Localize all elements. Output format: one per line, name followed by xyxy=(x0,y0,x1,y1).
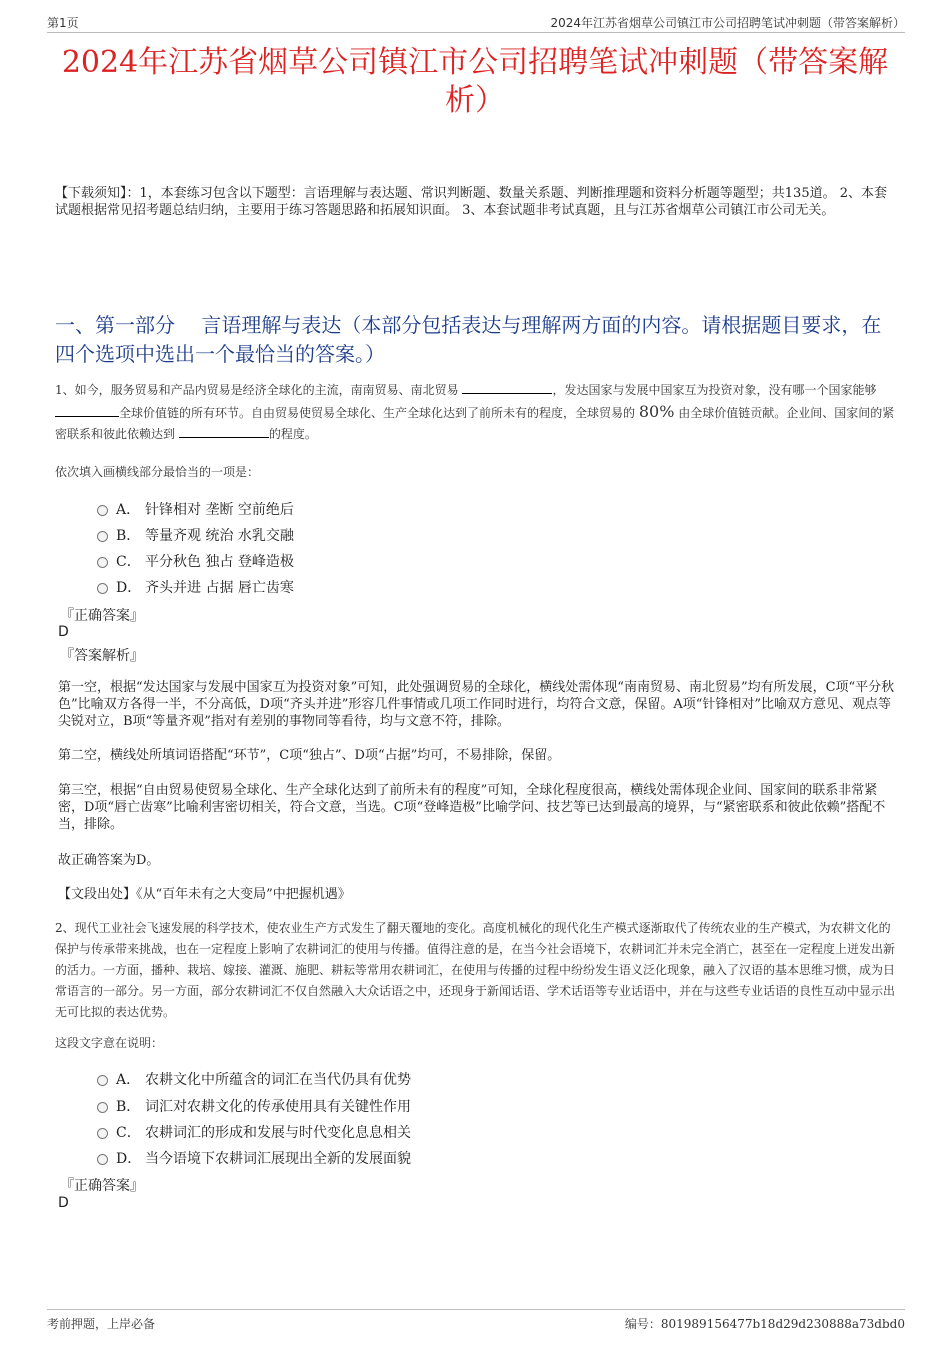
document-title: 2024年江苏省烟草公司镇江市公司招聘笔试冲刺题（带答案解析） xyxy=(61,45,889,118)
question-1-answer: D xyxy=(58,624,69,640)
radio-button-icon[interactable] xyxy=(97,1075,108,1086)
footer-slogan: 考前押题，上岸必备 xyxy=(47,1317,156,1331)
radio-button-icon[interactable] xyxy=(97,583,108,594)
analysis-paragraph-1: 第一空，根据“发达国家与发展中国家互为投资对象”可知，此处强调贸易的全球化，横线处需体现“南南贸易、南北贸易”均有所发展，C项“平分秋色”比喻双方各得一半，不分高低，D项“齐头并进”形容几件事情或几项工作同时进行，均符合文意，保留。A项“针锋相对”比喻双方意见、观点等尖锐对立，B项“等量齐观”指对有差别的事物同等看待，均与文意不符，排除。 xyxy=(58,680,895,729)
question-1-answer-label: 『正确答案』 xyxy=(60,608,144,624)
question-1-prompt: 依次填入画横线部分最恰当的一项是： xyxy=(55,465,260,479)
header-doc-title: 2024年江苏省烟草公司镇江市公司招聘笔试冲刺题（带答案解析） xyxy=(550,16,905,30)
page-header xyxy=(47,14,905,32)
fill-blank-1 xyxy=(462,381,552,394)
radio-button-icon[interactable] xyxy=(97,1102,108,1113)
radio-button-icon[interactable] xyxy=(97,505,108,516)
fill-blank-2 xyxy=(55,404,119,417)
percent-figure: 80% xyxy=(638,402,675,421)
document-serial: 编号：801989156477b18d29d230888a73dbd0 xyxy=(624,1317,905,1331)
download-notice: 【下载须知】：1，本套练习包含以下题型：言语理解与表达题、常识判断题、数量关系题、判断推理题和资料分析题等题型；共135道。 2、本套试题根据常见招考题总结归纳，主要用于练习答题思路和拓展知识面。 3、本套试题非考试真题，且与江苏省烟草公司镇江市公司无关。 xyxy=(55,186,887,218)
source-citation: 【文段出处】《从“百年未有之大变局”中把握机遇》 xyxy=(58,887,351,902)
header-divider xyxy=(47,32,905,33)
question-2-stem: 2、现代工业社会飞速发展的科学技术，使农业生产方式发生了翻天覆地的变化。高度机械化的现代化生产模式逐渐取代了传统农业的生产模式，为农耕文化的保护与传承带来挑战，也在一定程度上影响了农耕词汇的使用与传播。值得注意的是，在当今社会语境下，农耕词汇并未完全消亡，甚至在一定程度上迸发出新的活力。一方面，播种、栽培、嫁接、灌溉、施肥、耕耘等常用农耕词汇，在使用与传播的过程中纷纷发生语义泛化现象，融入了汉语的基本思维习惯，成为日常语言的一部分。另一方面，部分农耕词汇不仅自然融入大众话语之中，还现身于新闻话语、学术话语等专业话语中，并在与这些专业话语的良性互动中显示出无可比拟的表达优势。 xyxy=(55,921,896,1019)
radio-button-icon[interactable] xyxy=(97,1128,108,1139)
analysis-paragraph-3: 第三空，根据“自由贸易使贸易全球化、生产全球化达到了前所未有的程度”可知，全球化程度很高，横线处需体现企业间、国家间的联系非常紧密，D项“唇亡齿寒”比喻利害密切相关，符合文意，当选。C项“登峰造极”比喻学问、技艺等已达到最高的境界，与“紧密联系和彼此依赖”搭配不当，排除。 xyxy=(58,783,886,832)
page-number: 第1页 xyxy=(47,16,79,30)
radio-button-icon[interactable] xyxy=(97,1154,108,1165)
analysis-conclusion: 故正确答案为D。 xyxy=(58,853,160,868)
question-2-answer-label: 『正确答案』 xyxy=(60,1178,144,1194)
radio-button-icon[interactable] xyxy=(97,557,108,568)
question-1-analysis-label: 『答案解析』 xyxy=(60,648,144,664)
radio-button-icon[interactable] xyxy=(97,531,108,542)
analysis-paragraph-2: 第二空，横线处所填词语搭配“环节”，C项“独占”、D项“占据”均可，不易排除，保留。 xyxy=(58,748,561,763)
question-2-answer: D xyxy=(58,1195,69,1211)
footer-divider xyxy=(47,1309,905,1310)
section-heading: 一、第一部分 言语理解与表达（本部分包括表达与理解两方面的内容。请根据题目要求，在四个选项中选出一个最恰当的答案。） xyxy=(55,313,882,366)
question-2-prompt: 这段文字意在说明： xyxy=(55,1036,164,1050)
question-1-stem: 1、如今，服务贸易和产品内贸易是经济全球化的主流，南南贸易、南北贸易 ，发达国家与发展中国家互为投资对象，没有哪一个国家能够 全球价值链的所有环节。自由贸易使贸易全球化、生产全球化达到了前所未有的程度，全球贸易的 80% 由全球价值链贡献。企业间、国家间的紧密联系和彼此依赖达到 的程度。 xyxy=(55,383,895,441)
fill-blank-3 xyxy=(179,425,269,438)
